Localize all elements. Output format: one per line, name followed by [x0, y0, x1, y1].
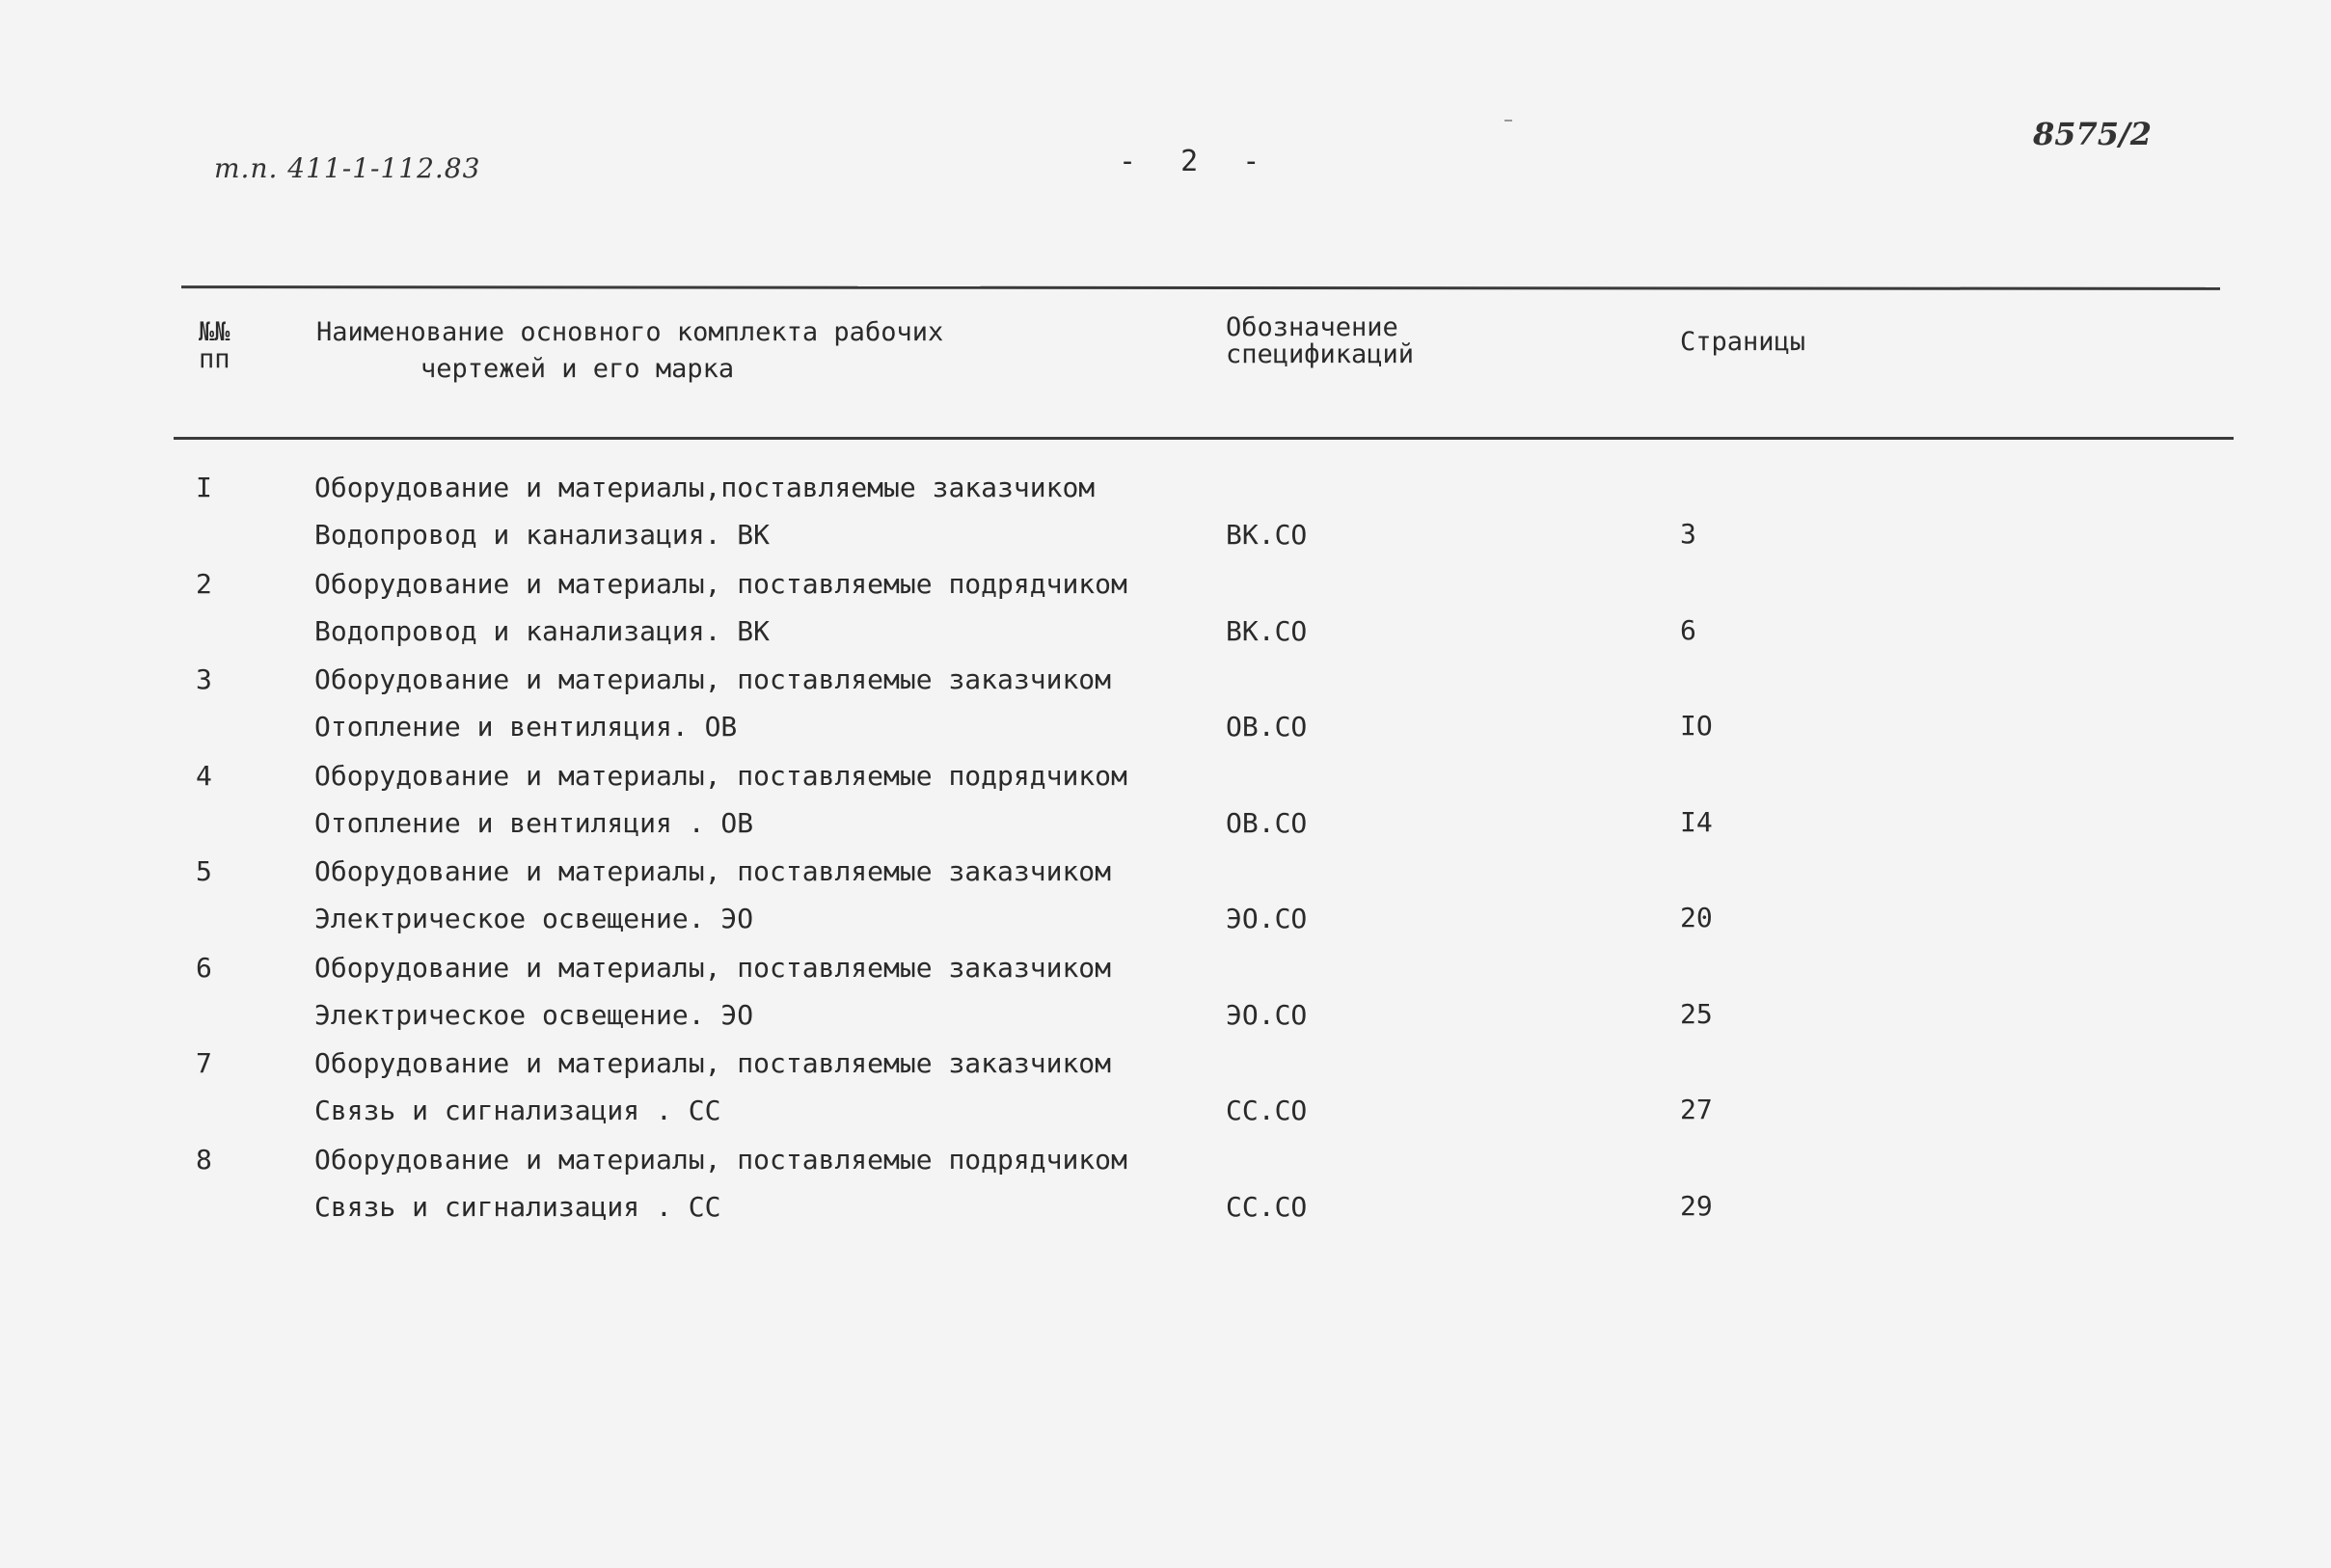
column-header-name: [316, 314, 943, 388]
row-page: 27: [1680, 1094, 1713, 1125]
row-spec-code: ЭО.СО: [1226, 998, 1308, 1031]
row-number: 3: [196, 663, 212, 695]
row-section: Отопление и вентиляция. ОВ: [314, 711, 738, 743]
row-page: 29: [1680, 1189, 1713, 1222]
table-top-rule: [181, 285, 2220, 290]
scan-speck: [1504, 120, 1512, 122]
row-section: Связь и сигнализация . СС: [314, 1190, 721, 1223]
row-section: Электрическое освещение. ЭО: [314, 903, 754, 934]
row-page: 20: [1680, 902, 1713, 933]
row-title: Оборудование и материалы, поставляемые заказчиком: [314, 663, 1112, 695]
row-number: 5: [196, 855, 212, 887]
column-header-number-line1: №№: [199, 317, 230, 347]
row-page: 6: [1680, 613, 1696, 646]
row-spec-code: СС.СО: [1226, 1095, 1308, 1126]
column-header-number: [199, 314, 230, 378]
page-number: - 2 -: [1119, 145, 1274, 178]
column-header-spec-line1: Обозначение: [1226, 312, 1398, 342]
row-spec-code: СС.СО: [1226, 1190, 1308, 1223]
row-number: 7: [196, 1047, 212, 1079]
row-section: Отопление и вентиляция . ОВ: [314, 806, 754, 839]
row-spec-code: ВК.СО: [1226, 614, 1308, 647]
row-section: Водопровод и канализация. ВК: [314, 614, 771, 647]
row-title: Оборудование и материалы, поставляемые подрядчиком: [314, 759, 1127, 792]
column-header-pages: Страницы: [1680, 327, 1806, 357]
row-section: Водопровод и канализация. ВК: [314, 519, 771, 551]
row-page: IO: [1680, 710, 1713, 742]
column-header-name-line1: Наименование основного комплекта рабочих: [316, 317, 944, 347]
row-page: 3: [1680, 518, 1696, 550]
row-title: Оборудование и материалы, поставляемые заказчиком: [314, 1047, 1112, 1079]
row-spec-code: ЭО.СО: [1226, 903, 1308, 934]
row-page: 25: [1680, 997, 1713, 1030]
row-spec-code: ОВ.СО: [1226, 806, 1308, 839]
row-title: Оборудование и материалы,поставляемые заказчиком: [314, 472, 1096, 503]
row-number: I: [196, 472, 212, 503]
row-title: Оборудование и материалы, поставляемые подрядчиком: [314, 567, 1127, 600]
row-title: Оборудование и материалы, поставляемые подрядчиком: [314, 1143, 1127, 1176]
document-stamp: 8575/2: [2033, 116, 2153, 152]
row-spec-code: ВК.СО: [1226, 519, 1308, 551]
column-header-number-line2: пп: [199, 344, 230, 374]
document-code: т.п. 411-1-112.83: [214, 152, 481, 184]
row-number: 8: [196, 1143, 212, 1176]
row-page: I4: [1680, 805, 1713, 838]
row-title: Оборудование и материалы, поставляемые заказчиком: [314, 951, 1112, 984]
table-header-rule: [174, 437, 2234, 440]
row-section: Связь и сигнализация . СС: [314, 1095, 721, 1126]
column-header-spec-line2: спецификаций: [1226, 339, 1415, 369]
row-number: 6: [196, 951, 212, 984]
row-spec-code: ОВ.СО: [1226, 711, 1308, 743]
row-title: Оборудование и материалы, поставляемые заказчиком: [314, 855, 1112, 887]
column-header-spec: [1226, 314, 1414, 368]
row-number: 4: [196, 759, 212, 792]
row-section: Электрическое освещение. ЭО: [314, 998, 754, 1031]
column-header-name-line2: чертежей и его марка: [420, 354, 735, 384]
row-number: 2: [196, 567, 212, 600]
